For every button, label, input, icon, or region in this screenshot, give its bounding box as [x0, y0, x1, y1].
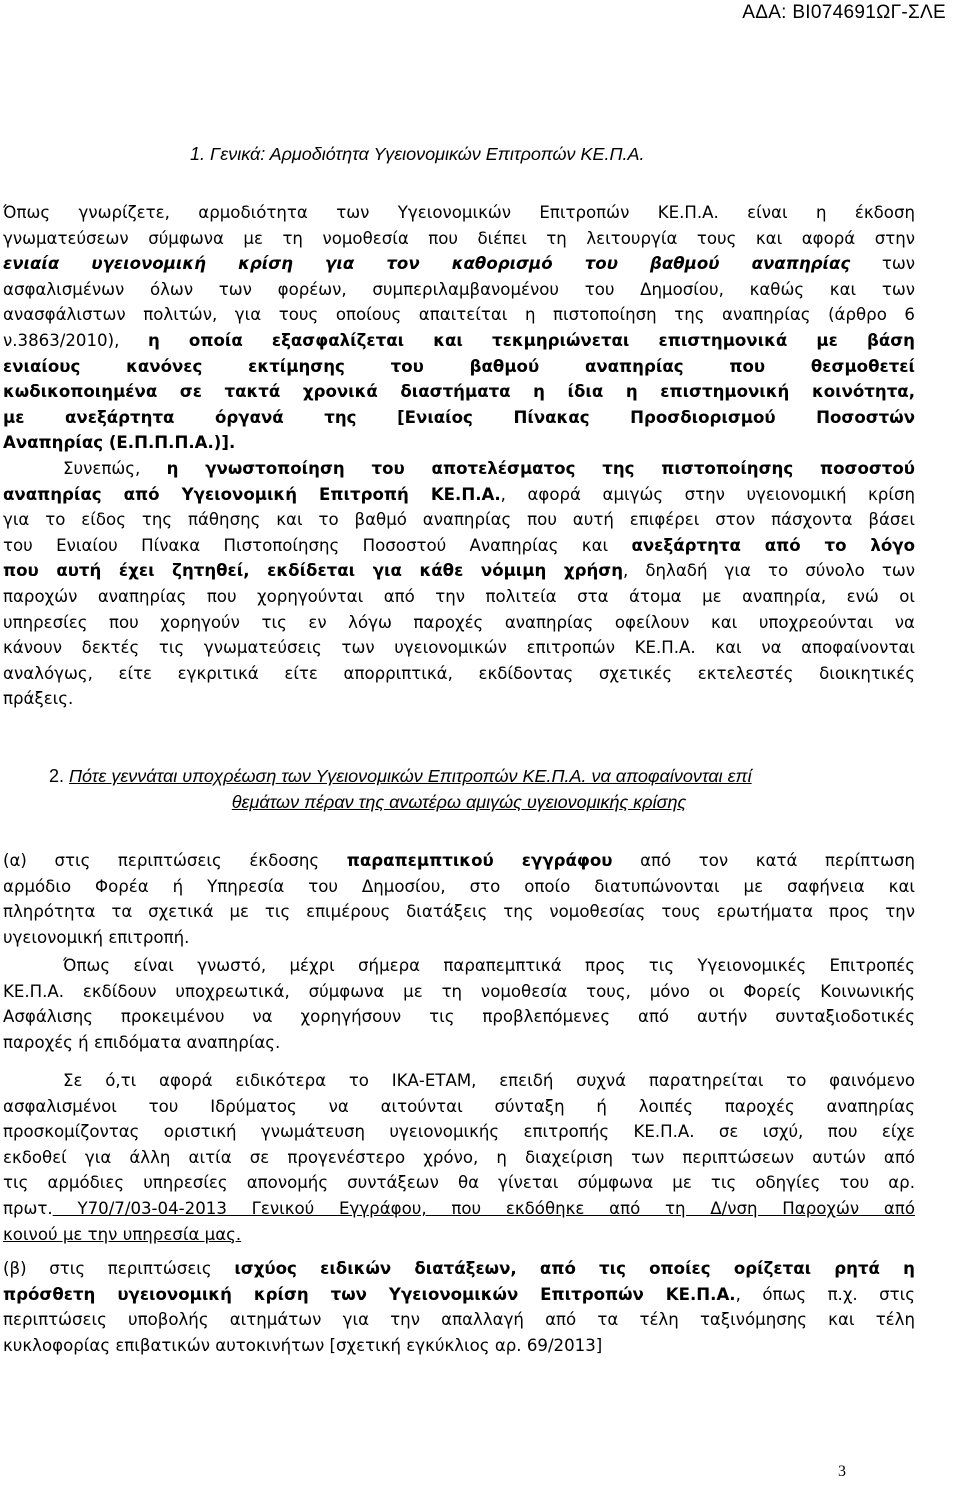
paragraph-line: υπηρεσίες που χορηγούν τις εν λόγω παροχές αναπηρίας οφείλουν και υποχρεούνται να: [3, 612, 915, 632]
paragraph-line: Όπως είναι γνωστό, μέχρι σήμερα παραπεμπτικά προς τις Υγειονομικές Επιτροπές: [63, 956, 915, 975]
paragraph-line: πρωτ. Υ70/7/03-04-2013 Γενικού Εγγράφου, που εκδόθηκε από τη Δ/νση Παροχών από: [3, 1199, 915, 1218]
paragraph-line: πληρότητα τα σχετικά με τις επιμέρους διατάξεις της νομοθεσίας τους ερωτήματα προς την: [3, 902, 915, 922]
section-2-title-line-2: θεμάτων πέραν της ανωτέρω αμιγώς υγειονομικής κρίσης: [231, 792, 687, 812]
paragraph-line: αναπηρίας από Υγειονομική Επιτροπή ΚΕ.Π.Α., αφορά αμιγώς στην υγειονομική κρίση: [3, 484, 915, 504]
paragraph-line: Σε ό,τι αφορά ειδικότερα το ΙΚΑ-ΕΤΑΜ, επειδή συχνά παρατηρείται το φαινόμενο: [63, 1071, 915, 1090]
paragraph-line: Όπως γνωρίζετε, αρμοδιότητα των Υγειονομικών Επιτροπών ΚΕ.Π.Α. είναι η έκδοση: [3, 203, 915, 222]
paragraph-line: πρόσθετη υγειονομική κρίση των Υγειονομικών Επιτροπών ΚΕ.Π.Α., όπως π.χ. στις: [3, 1284, 915, 1304]
paragraph-line: αρμόδιο Φορέα ή Υπηρεσία του Δημοσίου, στο οποίο διατυπώνονται με σαφήνεια και: [3, 876, 915, 896]
paragraph-line: γνωματεύσεων σύμφωνα με τη νομοθεσία που διέπει τη λειτουργία τους και αφορά στην: [3, 228, 915, 248]
paragraph-line: παροχών αναπηρίας που χορηγούνται από την πολιτεία στα άτομα με αναπηρία, ενώ οι: [3, 587, 915, 606]
paragraph-line: ενιαίους κανόνες εκτίμησης του βαθμού αναπηρίας που θεσμοθετεί: [3, 356, 915, 376]
paragraph-line: ενιαία υγειονομική κρίση για τον καθορισμό του βαθμού αναπηρίας των: [3, 254, 915, 274]
paragraph-line: κοινού με την υπηρεσία μας.: [3, 1224, 242, 1244]
paragraph-line: κάνουν δεκτές τις γνωματεύσεις των υγειονομικών επιτροπών ΚΕ.Π.Α. και να αποφαίνονται: [3, 638, 915, 658]
paragraph-line: (α) στις περιπτώσεις έκδοσης παραπεμπτικού εγγράφου από τον κατά περίπτωση: [3, 851, 915, 870]
paragraph-line: ασφαλισμένοι του Ιδρύματος να αιτούνται σύνταξη ή λοιπές παροχές αναπηρίας: [3, 1096, 915, 1116]
paragraph-line: που αυτή έχει ζητηθεί, εκδίδεται για κάθε νόμιμη χρήση, δηλαδή για το σύνολο των: [3, 561, 915, 581]
paragraph-line: ν.3863/2010), η οποία εξασφαλίζεται και τεκμηριώνεται επιστημονικά με βάση: [3, 331, 915, 350]
paragraph-line: προσκομίζοντας οριστική γνωμάτευση υγειονομικής επιτροπής ΚΕ.Π.Α. σε ισχύ, που είχε: [3, 1122, 915, 1142]
paragraph-line: για το είδος της πάθησης και το βαθμό αναπηρίας που αυτή επιφέρει στον πάσχοντα βάσει: [3, 510, 915, 530]
paragraph-line: αναλόγως, είτε εγκριτικά είτε απορριπτικά, εκδίδοντας σχετικές εκτελεστές διοικητικές: [3, 663, 915, 683]
section-2-title: 2. Πότε γεννάται υποχρέωση των Υγειονομικών Επιτροπών ΚΕ.Π.Α. να αποφαίνονται επί: [49, 766, 752, 786]
paragraph-line: ΚΕ.Π.Α. εκδίδουν υποχρεωτικά, σύμφωνα με τη νομοθεσία τους, μόνο οι Φορείς Κοινωνικής: [3, 981, 915, 1001]
section-1-title: 1. Γενικά: Αρμοδιότητα Υγειονομικών Επιτροπών ΚΕ.Π.Α.: [190, 144, 645, 164]
paragraph-line: με ανεξάρτητα όργανά της [Ενιαίος Πίνακας Προσδιορισμού Ποσοστών: [3, 407, 915, 427]
paragraph-line: περιπτώσεις υποβολής αιτημάτων για την απαλλαγή από τα τέλη ταξινόμησης και τέλη: [3, 1310, 915, 1330]
paragraph-line: του Ενιαίου Πίνακα Πιστοποίησης Ποσοστού Αναπηρίας και ανεξάρτητα από το λόγο: [3, 535, 915, 555]
ada-code: ΑΔΑ: ΒΙ074691ΩΓ-ΣΛΕ: [742, 2, 946, 23]
paragraph-line: Συνεπώς, η γνωστοποίηση του αποτελέσματος της πιστοποίησης ποσοστού: [63, 459, 915, 478]
paragraph-line: ανασφάλιστων πολιτών, για τους οποίους απαιτείται η πιστοποίηση της αναπηρίας (άρθρο 6: [3, 305, 915, 325]
paragraph-line: τις αρμόδιες υπηρεσίες απονομής συντάξεων θα γίνεται σύμφωνα με τις οδηγίες του αρ.: [3, 1173, 915, 1193]
paragraph-line: κωδικοποιημένα σε τακτά χρονικά διαστήματα η ίδια η επιστημονική κοινότητα,: [3, 382, 915, 402]
paragraph-line: κυκλοφορίας επιβατικών αυτοκινήτων [σχετική εγκύκλιος αρ. 69/2013]: [3, 1335, 603, 1355]
paragraph-line: παροχές ή επιδόματα αναπηρίας.: [3, 1032, 281, 1052]
paragraph-line: υγειονομική επιτροπή.: [3, 927, 190, 947]
paragraph-line: (β) στις περιπτώσεις ισχύος ειδικών διατάξεων, από τις οποίες ορίζεται ρητά η: [3, 1259, 915, 1278]
paragraph-line: εκδοθεί για άλλη αιτία σε προγενέστερο χρόνο, η διαχείριση των περιπτώσεων αυτών από: [3, 1147, 915, 1167]
paragraph-line: Αναπηρίας (Ε.Π.Π.Π.Α.)].: [3, 433, 236, 453]
page-number: 3: [838, 1463, 846, 1480]
paragraph-line: Ασφάλισης προκειμένου να χορηγήσουν τις προβλεπόμενες από αυτήν συνταξιοδοτικές: [3, 1007, 915, 1027]
paragraph-line: πράξεις.: [3, 689, 74, 709]
paragraph-line: ασφαλισμένων όλων των φορέων, συμπεριλαμβανομένου του Δημοσίου, καθώς και των: [3, 279, 915, 299]
